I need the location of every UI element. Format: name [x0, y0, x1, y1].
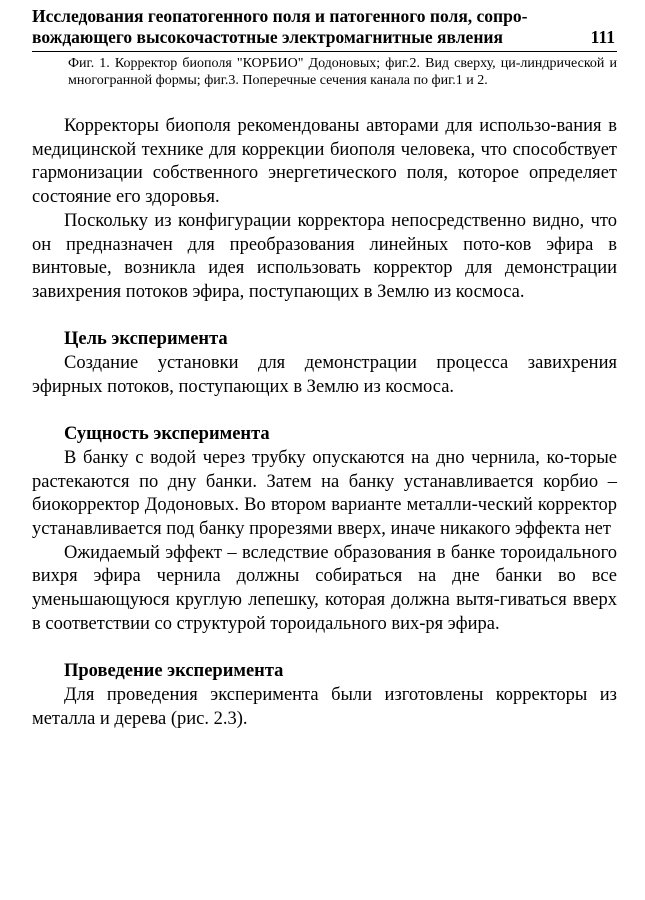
figure-caption: Фиг. 1. Корректор биополя "КОРБИО" Додоновых; фиг.2. Вид сверху, ци-линдрической и многогранной формы; фиг.3. Поперечные сечения канала по фиг.1 и 2.: [68, 56, 617, 88]
paragraph: В банку с водой через трубку опускаются на дно чернила, ко-торые растекаются по дну банки. Затем на банку устанавливается корбио – биокорректор Додоновых. Во втором варианте металли-ческий корректор устанавливается под банку прорезями вверх, иначе никакого эффекта нет: [32, 447, 617, 539]
running-head-line-1: Исследования геопатогенного поля и патогенного поля, сопро-: [32, 6, 528, 26]
paragraph: Ожидаемый эффект – вследствие образования в банке тороидального вихря эфира чернила должны собираться на дне банки во все уменьшающуюся круглую лепешку, которая должна вытя-гиваться вверх в соответствии со структурой тороидального вих-ря эфира.: [32, 542, 617, 634]
section-heading: Цель эксперимента: [64, 329, 228, 350]
paragraph: Создание установки для демонстрации процесса завихрения эфирных потоков, поступающих в Землю из космоса.: [32, 353, 617, 397]
running-head-line-2: вождающего высокочастотные электромагнитные явления: [32, 27, 503, 47]
paragraph: Корректоры биополя рекомендованы авторами для использо-вания в медицинской технике для коррекции биополя человека, что способствует гармонизации собственного энергетического поля, которое определяет состояние его здоровья.: [32, 116, 617, 208]
section-heading: Сущность эксперимента: [64, 424, 270, 445]
running-head: [32, 6, 617, 52]
section-heading: Проведение эксперимента: [64, 661, 284, 682]
body-text: [32, 115, 617, 731]
page-number: 111: [590, 27, 615, 47]
paragraph: Поскольку из конфигурации корректора непосредственно видно, что он предназначен для преобразования линейных пото-ков эфира в винтовые, возникла идея использовать корректор для демонстрации завихрения потоков эфира, поступающих в Землю из космоса.: [32, 210, 617, 302]
paragraph: Для проведения эксперимента были изготовлены корректоры из металла и дерева (рис. 2.3).: [32, 684, 617, 729]
page: [32, 6, 617, 731]
